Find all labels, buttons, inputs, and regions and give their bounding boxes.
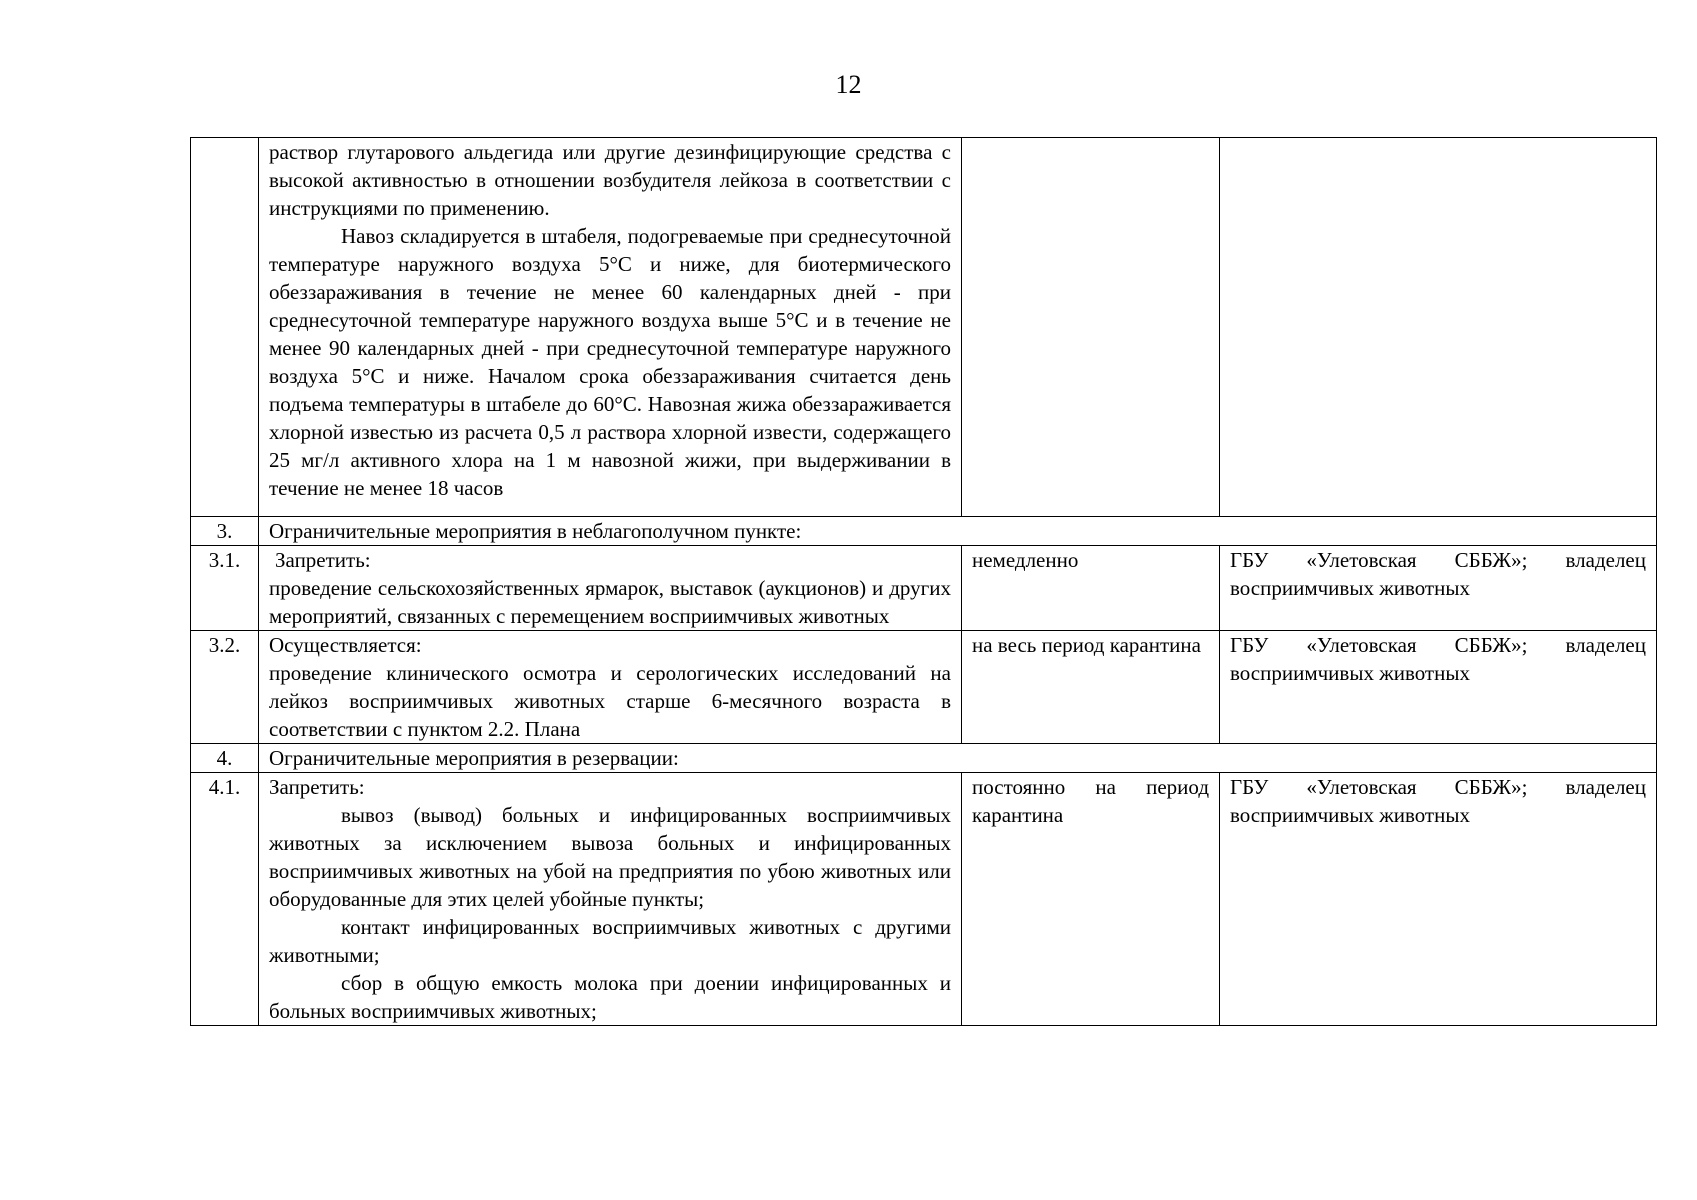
measure-cell [259,773,962,1026]
term-cell: на весь период карантина [962,631,1220,744]
measure-heading: Запретить: [269,775,365,799]
paragraph: проведение сельскохозяйственных ярмарок, выставок (аукционов) и других мероприятий, связанных с перемещением восприимчивых животных [269,576,951,628]
paragraph: вывоз (вывод) больных и инфицированных восприимчивых животных за исключением вывоза больных и инфицированных восприимчивых животных на убой на предприятия по убою животных или оборудованные для этих целей убойные пункты; [269,803,951,911]
row-number-cell: 3. [191,517,259,546]
measure-cell [259,631,962,744]
row-number-cell [191,138,259,517]
term-cell: постоянно на период карантина [962,773,1220,1026]
paragraph: Навоз складируется в штабеля, подогреваемые при среднесуточной температуре наружного воздуха 5°С и ниже, для биотермического обеззараживания в течение не менее 60 календарных дней - при среднесуточной температуре наружного воздуха выше 5°С и в течение не менее 90 календарных дней - при среднесуточной температуре наружного воздуха 5°С и ниже. Началом срока обеззараживания считается день подъема температуры в штабеле до 60°С. Навозная жижа обеззараживается хлорной известью из расчета 0,5 л раствора хлорной извести, содержащего 25 мг/л активного хлора на 1 м навозной жижи, при выдерживании в течение не менее 18 часов [269,224,951,500]
table-row [191,773,1657,1026]
measure-cell [259,138,962,517]
section-heading-cell: Ограничительные мероприятия в резервации: [259,744,1657,773]
table-row [191,517,1657,546]
row-number-cell: 4.1. [191,773,259,1026]
paragraph: контакт инфицированных восприимчивых животных с другими животными; [269,915,951,967]
paragraph: раствор глутарового альдегида или другие дезинфицирующие средства с высокой активностью в отношении возбудителя лейкоза в соответствии с инструкциями по применению. [269,140,951,220]
page-number: 12 [835,70,862,99]
term-cell [962,138,1220,517]
paragraph: проведение клинического осмотра и серологических исследований на лейкоз восприимчивых животных старше 6-месячного возраста в соответствии с пунктом 2.2. Плана [269,661,951,741]
table-row [191,744,1657,773]
term-cell: немедленно [962,546,1220,631]
row-number-cell: 4. [191,744,259,773]
measure-heading: Осуществляется: [269,633,422,657]
row-number-cell: 3.1. [191,546,259,631]
measure-heading: Запретить: [275,548,371,572]
responsible-cell: ГБУ «Улетовская СББЖ»; владелец восприимчивых животных [1220,631,1657,744]
responsible-cell: ГБУ «Улетовская СББЖ»; владелец восприимчивых животных [1220,546,1657,631]
row-number-cell: 3.2. [191,631,259,744]
table-row [191,546,1657,631]
section-heading-cell: Ограничительные мероприятия в неблагополучном пункте: [259,517,1657,546]
table-row [191,138,1657,517]
paragraph: сбор в общую емкость молока при доении инфицированных и больных восприимчивых животных; [269,971,951,1023]
measures-table [190,137,1657,1026]
responsible-cell [1220,138,1657,517]
measure-cell [259,546,962,631]
table-row [191,631,1657,744]
responsible-cell: ГБУ «Улетовская СББЖ»; владелец восприимчивых животных [1220,773,1657,1026]
